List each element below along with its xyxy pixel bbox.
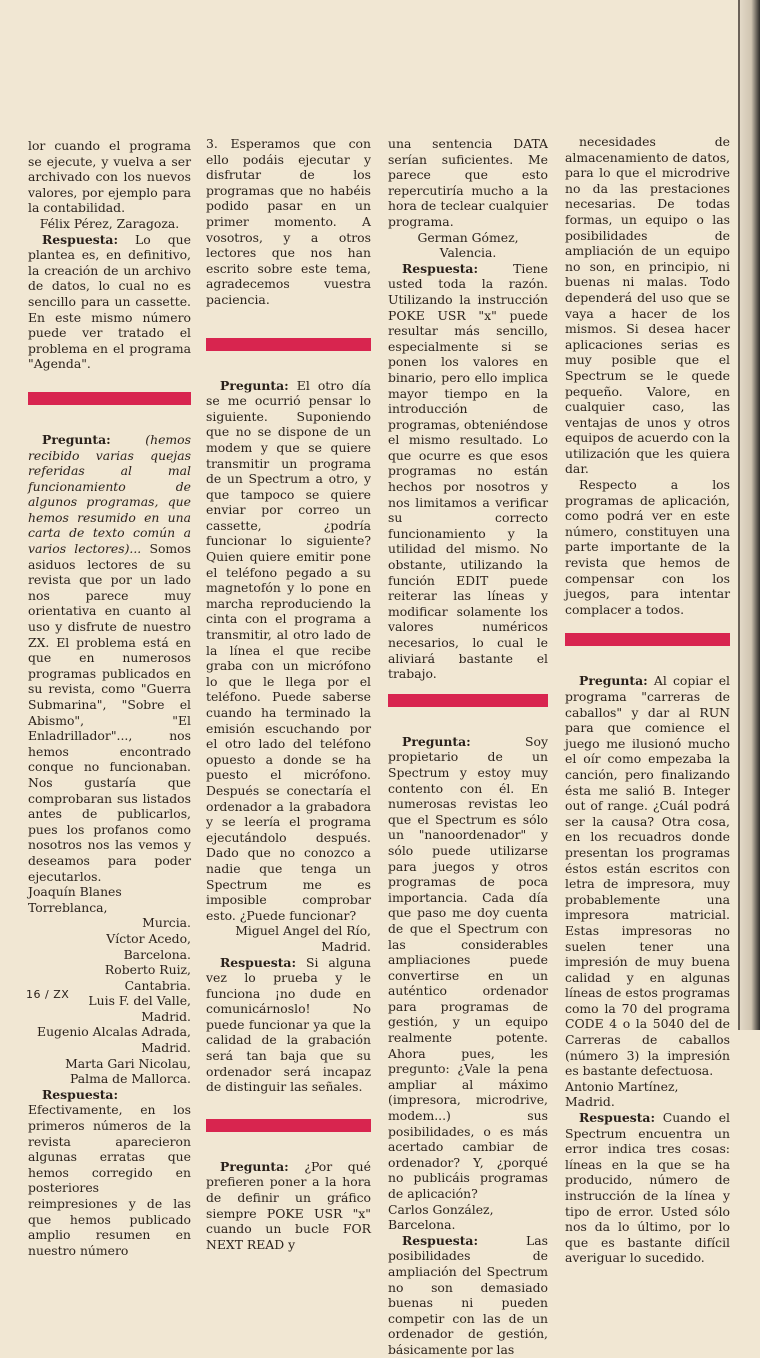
answer-text: Lo que plantea es, en definitivo, la creación de un archivo de datos, lo cual no es sencillo para un cassette. En este mismo número puede ver tratado el problema en el programa "Agenda". — [28, 231, 191, 372]
signer-line: Marta Gari Nicolau, — [65, 1055, 191, 1071]
answer-paragraph — [28, 232, 191, 372]
signer-city: Murcia. — [142, 915, 191, 931]
paragraph: necesidades de almacenamiento de datos, para lo que el microdrive no da las prestaciones necesarias. De todas formas, un equipo o las posibilidades de ampliación de un equipo no son, en principio, ni buenas ni malas. Todo dependerá del uso que se vaya a hacer de los mismos. Si desea hacer aplicaciones serias es muy posible que el Spectrum se le quede pequeño. Valore, en cualquier caso, las ventajas de unos y otros equipos de acuerdo con la utilización que les quiera dar. — [565, 134, 730, 477]
question-label: Pregunta: — [42, 431, 111, 447]
signer-city: Barcelona. — [123, 946, 191, 962]
signer-city: Madrid. — [141, 1040, 191, 1056]
signer-city: Palma de Mallorca. — [69, 1071, 191, 1087]
paragraph: lor cuando el programa se ejecute, y vuelva a ser archivado con los nuevos valores, por ejemplo para la contabilidad. — [28, 138, 191, 216]
signature-city: Madrid. — [321, 938, 371, 954]
answer-paragraph — [28, 1087, 191, 1259]
paragraph: Respecto a los programas de aplicación, como podrá ver en este número, constituyen una parte importante de la revista que hemos de compensar con los juegos, para intentar complacer a todos. — [565, 477, 730, 617]
question-text: Somos asiduos lectores de su revista que por un lado nos parece muy orientativa en cuanto al uso y disfrute de nuestro ZX. El problema está en que en numerosos programas publicados en su revista, como "Guerra Submarina", "Sobre el Abismo", "El Enladrillador"..., nos hemos encontrado conque no funcionaban. Nos gustaría que comprobaran sus listados antes de publicarlos, pues los profanos como nosotros nos las vemos y deseamos para poder ejecutarlos. — [28, 541, 191, 884]
signature: Miguel Angel del Río, — [235, 923, 371, 939]
question-label: Pregunta: — [220, 1158, 289, 1174]
binding-line — [738, 0, 740, 1030]
section-divider — [28, 392, 191, 405]
signature: Félix Pérez, Zaragoza. — [39, 215, 180, 231]
question-text: Soy propietario de un Spectrum y estoy muy contento con él. En numerosas revistas leo que el Spectrum es sólo un "nanoordenador" y sólo puede utilizarse para juegos y otros programas de poca importancia. Cada día que paso me doy cuenta de que el Spectrum con las considerables ampliaciones puede convertirse en un auténtico ordenador para programas de gestión, y un equipo realmente potente. Ahora pues, les pregunto: ¿Vale la pena ampliar al máximo (impresora, microdrive, modem...) sus posibilidades, o es más acertado cambiar de ordenador? Y, ¿porqué no publicáis programas de aplicación? — [388, 733, 548, 1201]
answer-paragraph — [388, 1233, 548, 1358]
column-2 — [206, 136, 371, 1252]
question-text: El otro día se me ocurrió pensar lo siguiente. Suponiendo que no se dispone de un modem y que se quiere transmitir un programa de un Spectrum a otro, y que tampoco se quiere enviar por correo un cassette, ¿podría funcionar lo siguiente? Quien quiere emitir pone el teléfono pegado a su magnetofón y lo pone en marcha reproduciendo la cinta con el programa a transmitir, al otro lado de la línea el que recibe graba con un micrófono lo que le llega por el teléfono. Puede saberse cuando ha terminado la emisión escuchando por el otro lado del teléfono opuesto a donde se ha puesto el micrófono. Después se conectaría el ordenador a la grabadora y se leería el programa ejecutándolo después. Dado que no conozco a nadie que tenga un Spectrum me es imposible comprobar esto. ¿Puede funcionar? — [206, 377, 371, 923]
answer-text: Efectivamente, en los primeros números de la revista aparecieron algunas erratas que hemos corregido en posteriores reimpresiones y de las que hemos publicado amplio resumen en nuestro número — [28, 1102, 191, 1258]
answer-label: Respuesta: — [42, 231, 119, 247]
section-divider — [565, 633, 730, 646]
question-paragraph — [28, 432, 191, 884]
page-edge-shadow — [738, 0, 760, 1030]
question-label: Pregunta: — [579, 673, 648, 689]
signer-city: Madrid. — [141, 1008, 191, 1024]
signer-city: Cantabria. — [124, 977, 191, 993]
signer-line: Eugenio Alcalas Adrada, — [37, 1024, 191, 1040]
section-divider — [388, 694, 548, 707]
answer-label: Respuesta: — [42, 1086, 119, 1102]
section-divider — [206, 338, 371, 351]
paragraph: 3. Esperamos que con ello podáis ejecutar y disfrutar de los programas que no habéis podido pasar en un primer momento. A vosotros, y a otros lectores que nos han escrito sobre este tema, agradecemos vuestra paciencia. — [206, 136, 371, 307]
question-label: Pregunta: — [402, 733, 471, 749]
section-divider — [206, 1119, 371, 1132]
question-paragraph — [388, 734, 548, 1202]
answer-text: Si alguna vez lo prueba y le funciona ¡no dude en comunicárnoslo! No puede funcionar ya que la calidad de la grabación será tan baja que su ordenador será incapaz de distinguir las señales. — [206, 954, 371, 1095]
answer-label: Respuesta: — [402, 260, 479, 276]
question-paragraph — [206, 378, 371, 924]
question-paragraph — [565, 673, 730, 1078]
signer-line: Joaquín Blanes Torreblanca, — [28, 884, 122, 915]
question-text: Al copiar el programa "carreras de caballos" y dar al RUN para que comience el juego me ilusionó mucho el oír como empezaba la canción, pero finalizando ésta me salió B. Integer out of range. ¿Cuál podrá ser la causa? Otra cosa, en los recuadros donde presentan los programas éstos están escritos con letra de impresora, muy probablemente una impresora matricial. Estas impresoras no suelen tener una impresión de muy buena calidad y en algunas líneas de estos programas como la 70 del programa CODE 4 o la 5040 del de Carreras de caballos (número 3) la impresión es bastante defectuosa. — [565, 673, 730, 1079]
answer-paragraph — [565, 1110, 730, 1266]
answer-label: Respuesta: — [402, 1232, 479, 1248]
answer-paragraph — [388, 261, 548, 682]
answer-paragraph — [206, 955, 371, 1095]
answer-text: Cuando el Spectrum encuentra un error indica tres cosas: líneas en la que se ha producido, número de instrucción de la línea y tipo de error. Usted sólo nos da lo último, por lo que es bastante difícil averiguar lo sucedido. — [565, 1110, 730, 1266]
answer-label: Respuesta: — [220, 954, 297, 970]
signer-line: Luis F. del Valle, — [88, 993, 191, 1009]
question-paragraph — [206, 1159, 371, 1253]
signer-line: Víctor Acedo, — [106, 930, 191, 946]
answer-text: Las posibilidades de ampliación del Spectrum no son demasiado buenas ni pueden competir con las de un ordenador de gestión, básicamente por las — [388, 1232, 548, 1357]
paragraph: una sentencia DATA serían suficientes. Me parece que esto repercutiría mucho a la hora de teclear cualquier programa. — [388, 136, 548, 229]
column-4 — [565, 134, 730, 1266]
question-italic-note: (hemos recibido varias quejas referidas al mal funcionamiento de algunos programas, que hemos resumido en una carta de texto común a varios lectores)... — [28, 431, 191, 557]
signature: German Gómez, Valencia. — [417, 229, 519, 261]
answer-text: Tiene usted toda la razón. Utilizando la instrucción POKE USR "x" puede resultar más sencillo, especialmente si se ponen los valores en binario, pero ello implica mayor tiempo en la introducción de programas, obteniéndose el mismo resultado. Lo que ocurre es que esos programas no están hechos por nosotros y nos limitamos a verificar su correcto funcionamiento y la utilidad del mismo. No obstante, utilizando la función EDIT puede reiterar las líneas y modificar solamente los valores numéricos necesarios, lo cual le aliviará bastante el trabajo. — [388, 260, 548, 682]
page-number: 16 / ZX — [26, 988, 70, 1001]
column-1 — [28, 138, 191, 1258]
column-3 — [388, 136, 548, 1358]
signature: Antonio Martínez, Madrid. — [565, 1078, 679, 1110]
question-text: ¿Por qué prefieren poner a la hora de definir un gráfico siempre POKE USR "x" cuando un bucle FOR NEXT READ y — [206, 1158, 371, 1252]
signature: Carlos González, Barcelona. — [388, 1201, 494, 1233]
answer-label: Respuesta: — [579, 1110, 656, 1126]
question-label: Pregunta: — [220, 377, 289, 393]
signer-line: Roberto Ruiz, — [104, 962, 191, 978]
